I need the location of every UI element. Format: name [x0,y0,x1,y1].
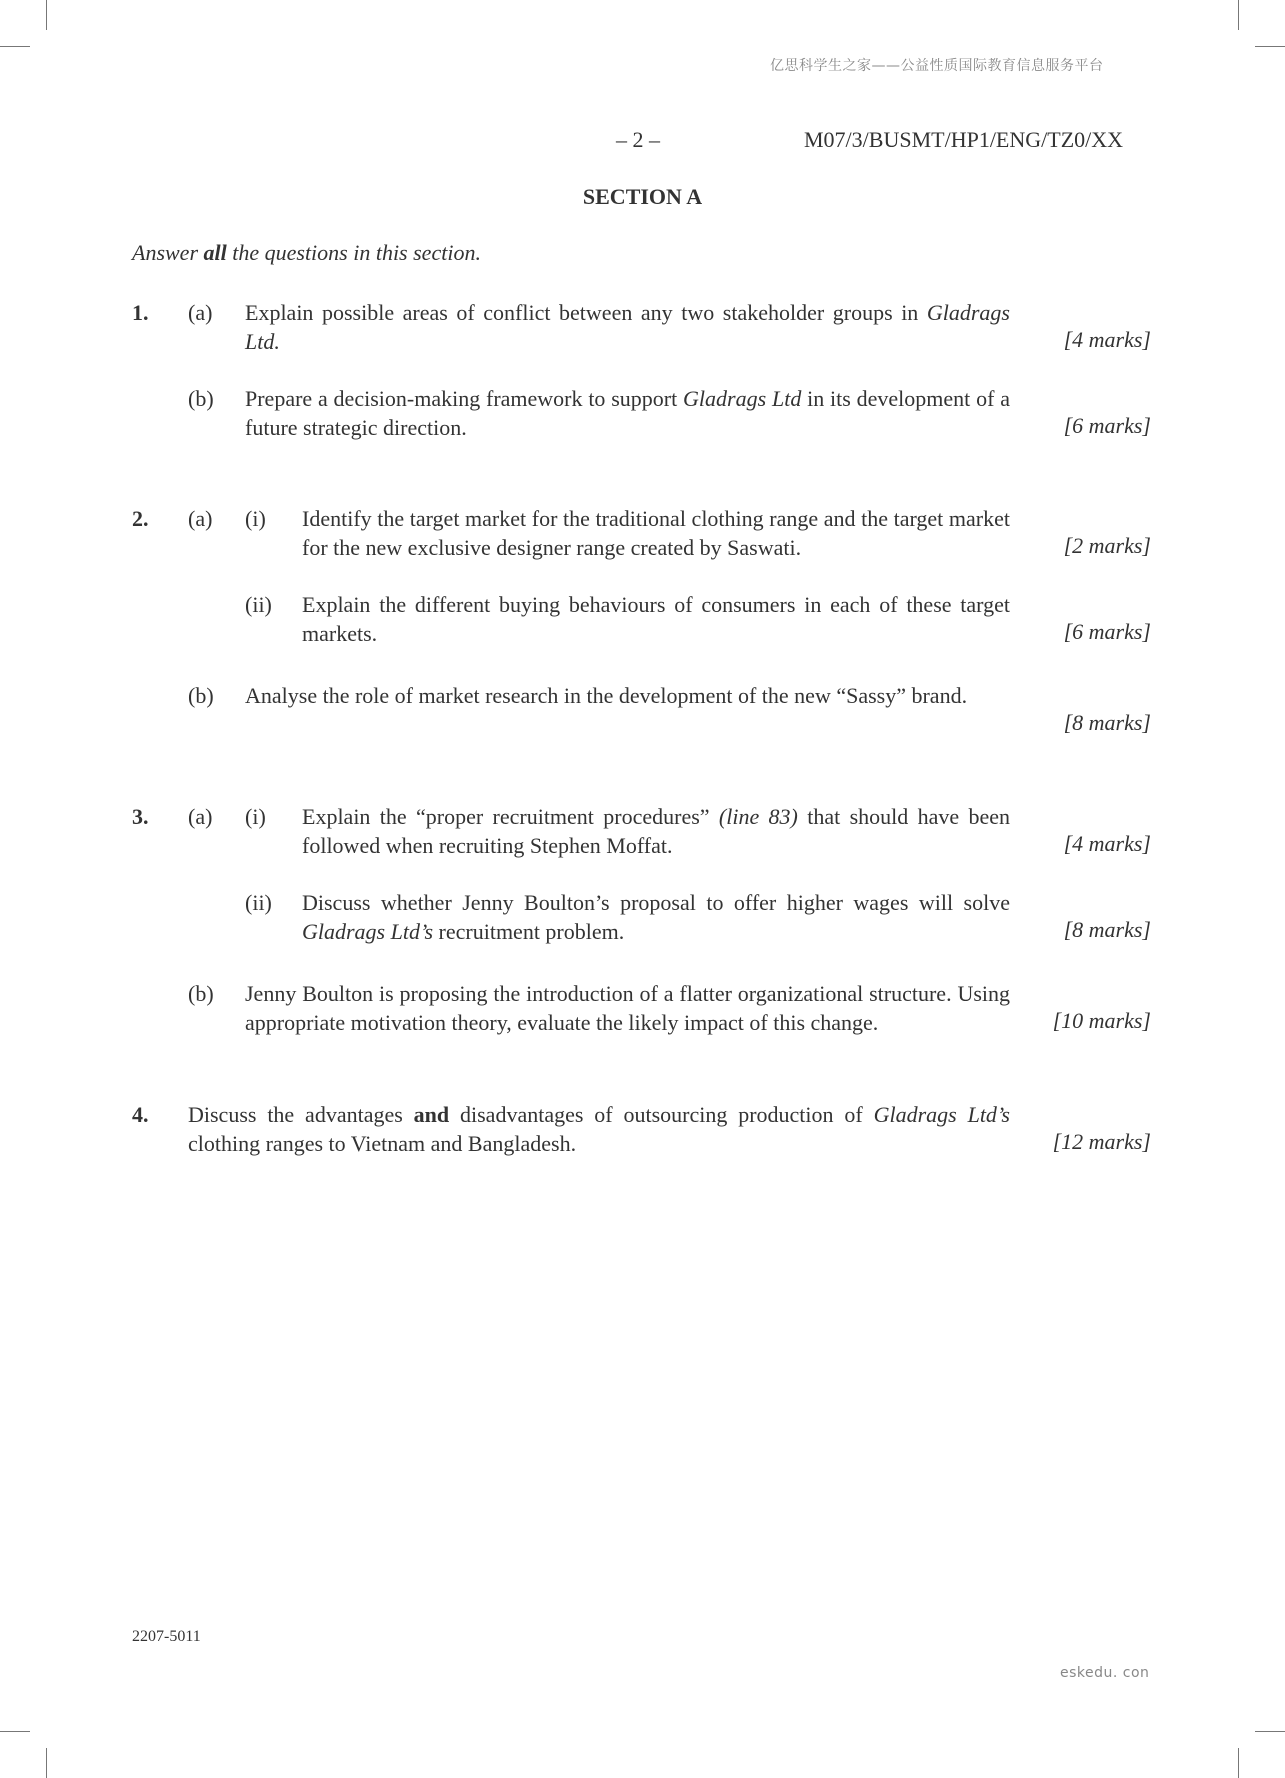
crop-mark [1255,1731,1285,1732]
question-text: Prepare a decision-making framework to support Gladrags Ltd in its development of a future strategic direction. [245,386,1010,440]
watermark-top: 亿思科学生之家——公益性质国际教育信息服务平台 [770,58,1104,74]
crop-mark [46,1748,47,1778]
crop-mark [46,0,47,30]
question-text: Discuss the advantages and disadvantages of outsourcing production of Gladrags Ltd’s clothing ranges to Vietnam and Bangladesh. [188,1102,1010,1156]
marks: [6 marks] [1063,619,1151,644]
crop-mark [0,1731,30,1732]
question-number: 2. [132,506,149,531]
question-text: Jenny Boulton is proposing the introduction of a flatter organizational structure. Using appropriate motivation theory, evaluate the likely impact of this change. [245,981,1010,1035]
question-text: Explain the “proper recruitment procedures” (line 83) that should have been followed when recruiting Stephen Moffat. [302,804,1010,858]
subpart-label: (i) [245,506,266,531]
part-label: (b) [188,386,214,411]
part-label: (b) [188,683,214,708]
watermark-bottom: eskedu. con [1060,1665,1150,1681]
subpart-label: (ii) [245,890,272,915]
section-title: SECTION A [582,184,703,209]
section-instruction: Answer all the questions in this section. [132,240,481,265]
crop-mark [0,46,30,47]
page-number: – 2 – [616,127,660,152]
question-text: Explain the different buying behaviours of consumers in each of these target markets. [302,592,1010,646]
crop-mark [1238,0,1239,30]
question-number: 3. [132,804,149,829]
marks: [8 marks] [1063,710,1151,735]
part-label: (b) [188,981,214,1006]
part-label: (a) [188,506,213,531]
question-number: 1. [132,300,149,325]
subpart-label: (i) [245,804,266,829]
marks: [2 marks] [1063,533,1151,558]
part-label: (a) [188,804,213,829]
crop-mark [1255,46,1285,47]
marks: [4 marks] [1063,831,1151,856]
subpart-label: (ii) [245,592,272,617]
question-text: Identify the target market for the traditional clothing range and the target market for the new exclusive designer range created by Saswati. [302,506,1010,560]
question-text: Discuss whether Jenny Boulton’s proposal to offer higher wages will solve Gladrags Ltd’s recruitment problem. [302,890,1010,944]
question-text: Explain possible areas of conflict between any two stakeholder groups in Gladrags Ltd. [245,300,1010,354]
marks: [6 marks] [1063,413,1151,438]
marks: [4 marks] [1063,327,1151,352]
crop-mark [1238,1748,1239,1778]
question-text: Analyse the role of market research in the development of the new “Sassy” brand. [245,683,968,708]
paper-code: M07/3/BUSMT/HP1/ENG/TZ0/XX [804,127,1124,152]
document-code: 2207-5011 [132,1628,201,1645]
marks: [8 marks] [1063,917,1151,942]
marks: [12 marks] [1052,1129,1151,1154]
question-number: 4. [132,1102,149,1127]
marks: [10 marks] [1052,1008,1151,1033]
part-label: (a) [188,300,213,325]
